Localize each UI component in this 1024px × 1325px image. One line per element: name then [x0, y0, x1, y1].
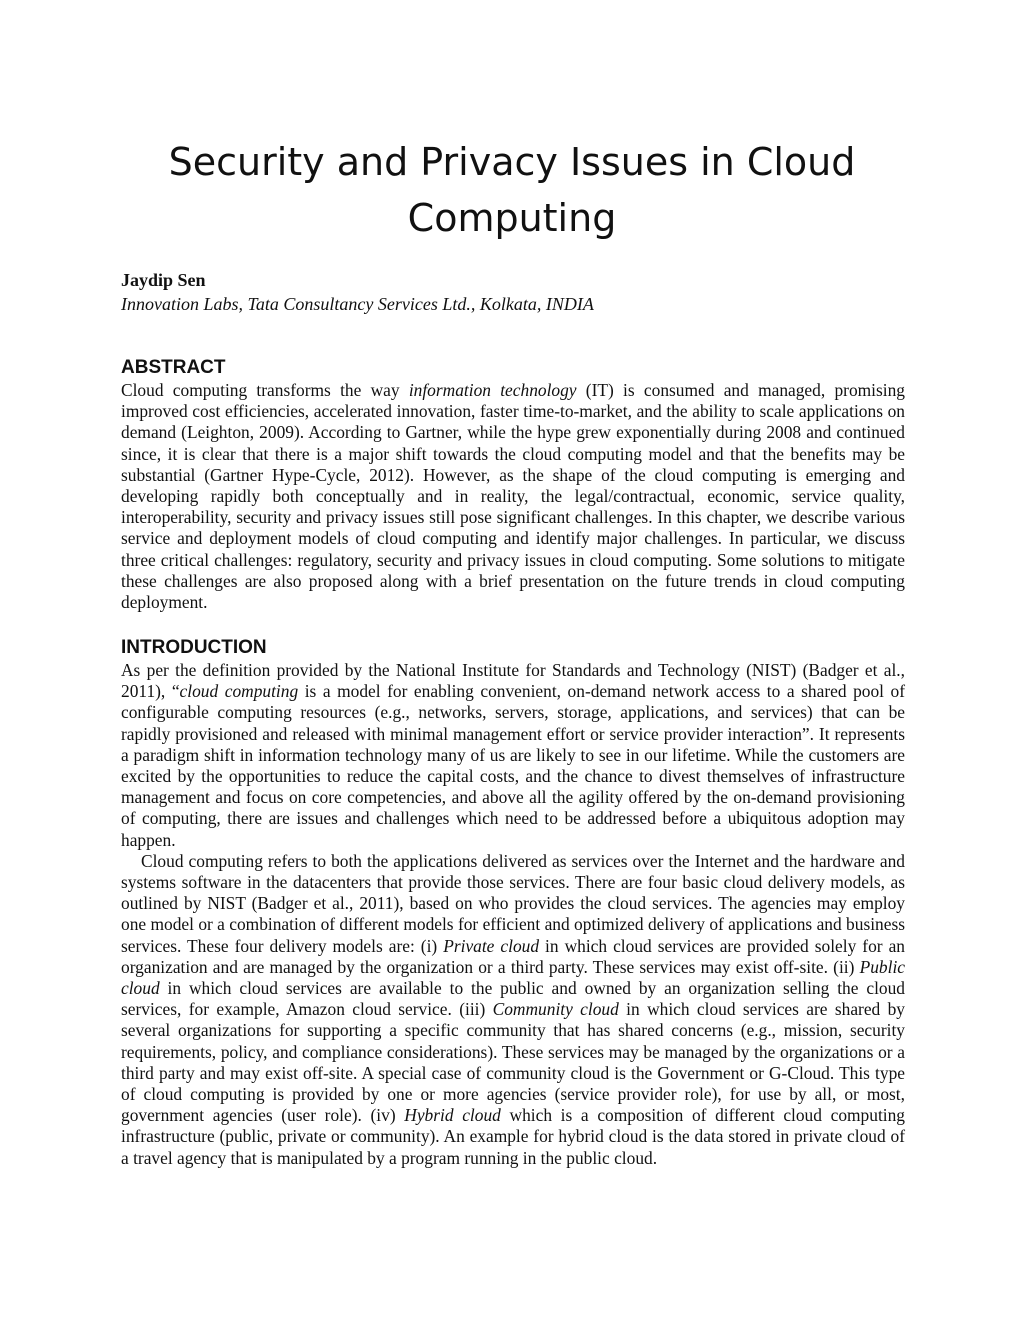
introduction-paragraph-1	[121, 660, 905, 851]
abstract-emphasis: information technology	[408, 380, 577, 400]
abstract-heading: ABSTRACT	[121, 357, 226, 378]
intro-p2-text-2: in which cloud services are provided solely for an organization and are managed by the organization or a third party. These services may exist off-site. (ii)	[121, 935, 905, 977]
intro-p1-text-2: is a model for enabling convenient, on-demand network access to a shared pool of configurable computing resources (e.g., networks, servers, storage, applications, and services) that can be rapidly provisioned and released with minimal management effort or service provider interaction”. It represents a paradigm shift in information technology many of us are likely to see in our lifetime. While the customers are excited by the opportunities to reduce the capital costs, and the chance to divest themselves of infrastructure management and focus on core competencies, and above all the agility offered by the on-demand provisioning of computing, there are issues and challenges which need to be addressed before a ubiquitous adoption may happen.	[121, 681, 906, 850]
hybrid-cloud-term: Hybrid cloud	[404, 1105, 501, 1126]
abstract-section	[121, 356, 905, 613]
introduction-heading: INTRODUCTION	[121, 637, 267, 658]
intro-p2-text-1: Cloud computing refers to both the applications delivered as services over the Internet and the hardware and systems software in the datacenters that provide those services. There are four basic cloud delivery models, as outlined by NIST (Badger et al., 2011), based on who provides the cloud services. The agencies may employ one model or a combination of different models for efficient and optimized delivery of applications and business services. These four delivery models are: (i)	[121, 850, 905, 956]
public-cloud-term: Public cloud	[121, 956, 905, 999]
intro-p1-emphasis: cloud computing	[179, 681, 299, 702]
author-block	[121, 268, 905, 316]
intro-p2-text-3: in which cloud services are available to the public and owned by an organization selling the cloud services, for example, Amazon cloud service. (iii)	[121, 978, 905, 1020]
author-name: Jaydip Sen	[121, 270, 206, 290]
introduction-section	[121, 636, 905, 1169]
intro-p2-text-4: in which cloud services are shared by several organizations for supporting a specific community that has shared concerns (e.g., mission, security requirements, policy, and compliance considerations). These services may be managed by the organizations or a third party and may exist off-site. A special case of community cloud is the Government or G-Cloud. This type of cloud computing is provided by one or more agencies (service provider role), for use by all, or most, government agencies (user role). (iv)	[121, 999, 905, 1126]
abstract-text-2: (IT) is consumed and managed, promising improved cost efficiencies, accelerated innovation, faster time-to-market, and the ability to scale applications on demand (Leighton, 2009). According to Gartner, while the hype grew exponentially during 2008 and continued since, it is clear that there is a major shift towards the cloud computing model and that the benefits may be substantial (Gartner Hype-Cycle, 2012). However, as the shape of the cloud computing is emerging and developing rapidly both conceptually and in reality, the legal/contractual, economic, service quality, interoperability, security and privacy issues still pose significant challenges. In this chapter, we describe various service and deployment models of cloud computing and identify major challenges. In particular, we discuss three critical challenges: regulatory, security and privacy issues in cloud computing. Some solutions to mitigate these challenges are also proposed along with a brief presentation on the future trends in cloud computing deployment.	[121, 380, 905, 613]
abstract-text-1: Cloud computing transforms the way	[121, 380, 409, 400]
private-cloud-term: Private cloud	[443, 935, 540, 956]
paper-title: Security and Privacy Issues in Cloud Computing	[168, 140, 856, 240]
author-affiliation: Innovation Labs, Tata Consultancy Services Ltd., Kolkata, INDIA	[121, 294, 594, 314]
community-cloud-term: Community cloud	[492, 999, 619, 1020]
abstract-paragraph	[121, 380, 905, 613]
intro-p2-text-5: which is a composition of different cloud computing infrastructure (public, private or community). An example for hybrid cloud is the data stored in private cloud of a travel agency that is manipulated by a program running in the public cloud.	[121, 1105, 905, 1168]
intro-p1-text-1: As per the definition provided by the National Institute for Standards and Technology (NIST) (Badger et al., 2011), “	[121, 660, 905, 702]
introduction-paragraph-2	[121, 851, 905, 1169]
